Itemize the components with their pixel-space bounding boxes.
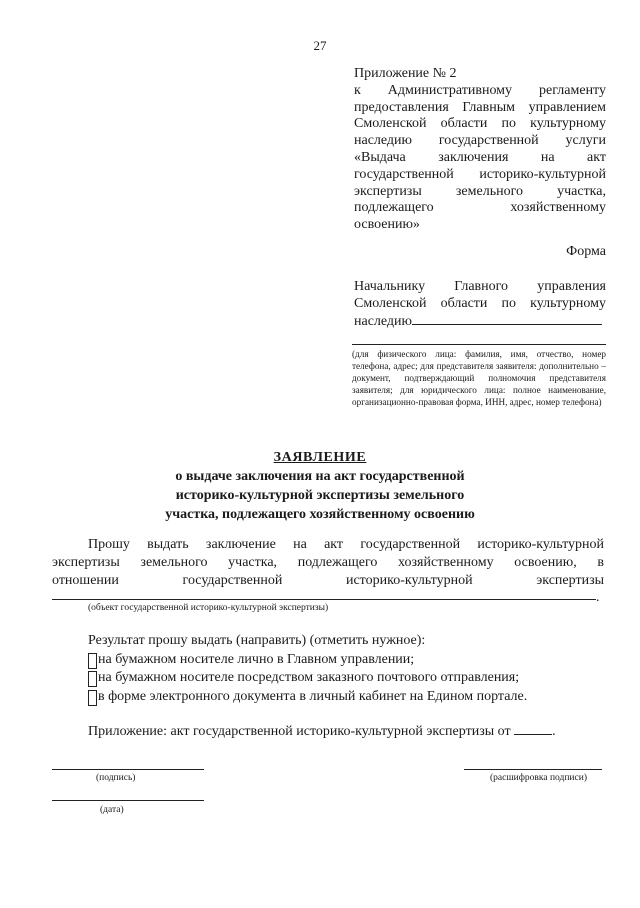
appendix-line: к Административному регламенту — [354, 82, 606, 98]
appendix-line: Смоленской области по культурному — [354, 116, 606, 132]
addressee-line: Начальнику Главного управления — [354, 279, 606, 294]
signature-field-line[interactable] — [52, 769, 204, 770]
option-label: в форме электронного документа в личный кабинет на Едином портале. — [98, 688, 528, 704]
result-options — [88, 632, 608, 706]
form-label: Форма — [566, 244, 606, 259]
option-label: на бумажном носителе лично в Главном управлении; — [98, 651, 415, 667]
checkbox[interactable] — [88, 690, 97, 706]
request-paragraph — [52, 536, 604, 590]
attachment-line — [88, 722, 608, 740]
object-field-period: . — [596, 590, 600, 605]
option-in-person[interactable] — [88, 651, 608, 670]
applicant-field-line[interactable] — [352, 344, 606, 345]
signature-decode-field-line[interactable] — [464, 769, 602, 770]
appendix-line: экспертизы земельного участка, — [354, 183, 606, 199]
object-caption: (объект государственной историко-культурной экспертизы) — [88, 603, 329, 613]
signature-decode-caption: (расшифровка подписи) — [490, 773, 587, 783]
title-line: участка, подлежащего хозяйственному освоению — [165, 507, 475, 522]
attachment-text: Приложение: акт государственной историко-культурной экспертизы от — [88, 724, 511, 739]
applicant-caption: (для физического лица: фамилия, имя, отчество, номер телефона, адрес; для представителя заявителя: дополнительно – документ, подтверждающий полномочия представителя заявителя; для юридического лица: полное наименование, организационно-правовая форма, ИНН, адрес, номер телефона) — [352, 349, 606, 408]
page-number: 27 — [313, 38, 327, 53]
result-heading: Результат прошу выдать (направить) (отметить нужное): — [88, 633, 426, 648]
appendix-line: «Выдача заключения на акт — [354, 149, 606, 165]
appendix-line: предоставления Главным управлением — [354, 99, 606, 115]
appendix-line: государственной историко-культурной — [354, 166, 606, 182]
body-line: отношении государственной историко-культурной экспертизы — [52, 573, 604, 588]
body-line: Прошу выдать заключение на акт государственной историко-культурной — [88, 537, 604, 552]
appendix-line: освоению» — [354, 217, 420, 233]
attachment-date-field[interactable] — [514, 722, 552, 735]
addressee-line-with-blank — [354, 312, 606, 330]
document-title — [0, 448, 640, 524]
addressee-block — [354, 278, 606, 330]
appendix-line: наследию государственной услуги — [354, 133, 606, 149]
title-line: историко-культурной экспертизы земельного — [175, 488, 465, 503]
attachment-suffix: . — [552, 724, 556, 739]
body-line: экспертизы земельного участка, подлежащего хозяйственному освоению, в — [52, 555, 604, 570]
appendix-header — [354, 66, 606, 234]
date-field-line[interactable] — [52, 800, 204, 801]
date-caption: (дата) — [100, 805, 124, 815]
checkbox[interactable] — [88, 653, 97, 669]
signature-caption: (подпись) — [96, 773, 136, 783]
addressee-line: наследию — [354, 314, 413, 329]
title-main: ЗАЯВЛЕНИЕ — [273, 450, 367, 465]
option-label: на бумажном носителе посредством заказного почтового отправления; — [98, 670, 520, 685]
object-field-line[interactable] — [52, 599, 596, 600]
checkbox[interactable] — [88, 671, 97, 687]
addressee-line: Смоленской области по культурному — [354, 296, 606, 311]
addressee-name-field[interactable] — [412, 312, 602, 325]
option-by-mail[interactable] — [88, 669, 608, 688]
appendix-line: Приложение № 2 — [354, 66, 457, 81]
appendix-line: подлежащего хозяйственному — [354, 200, 606, 216]
title-line: о выдаче заключения на акт государственной — [175, 469, 465, 484]
option-electronic[interactable] — [88, 688, 608, 707]
